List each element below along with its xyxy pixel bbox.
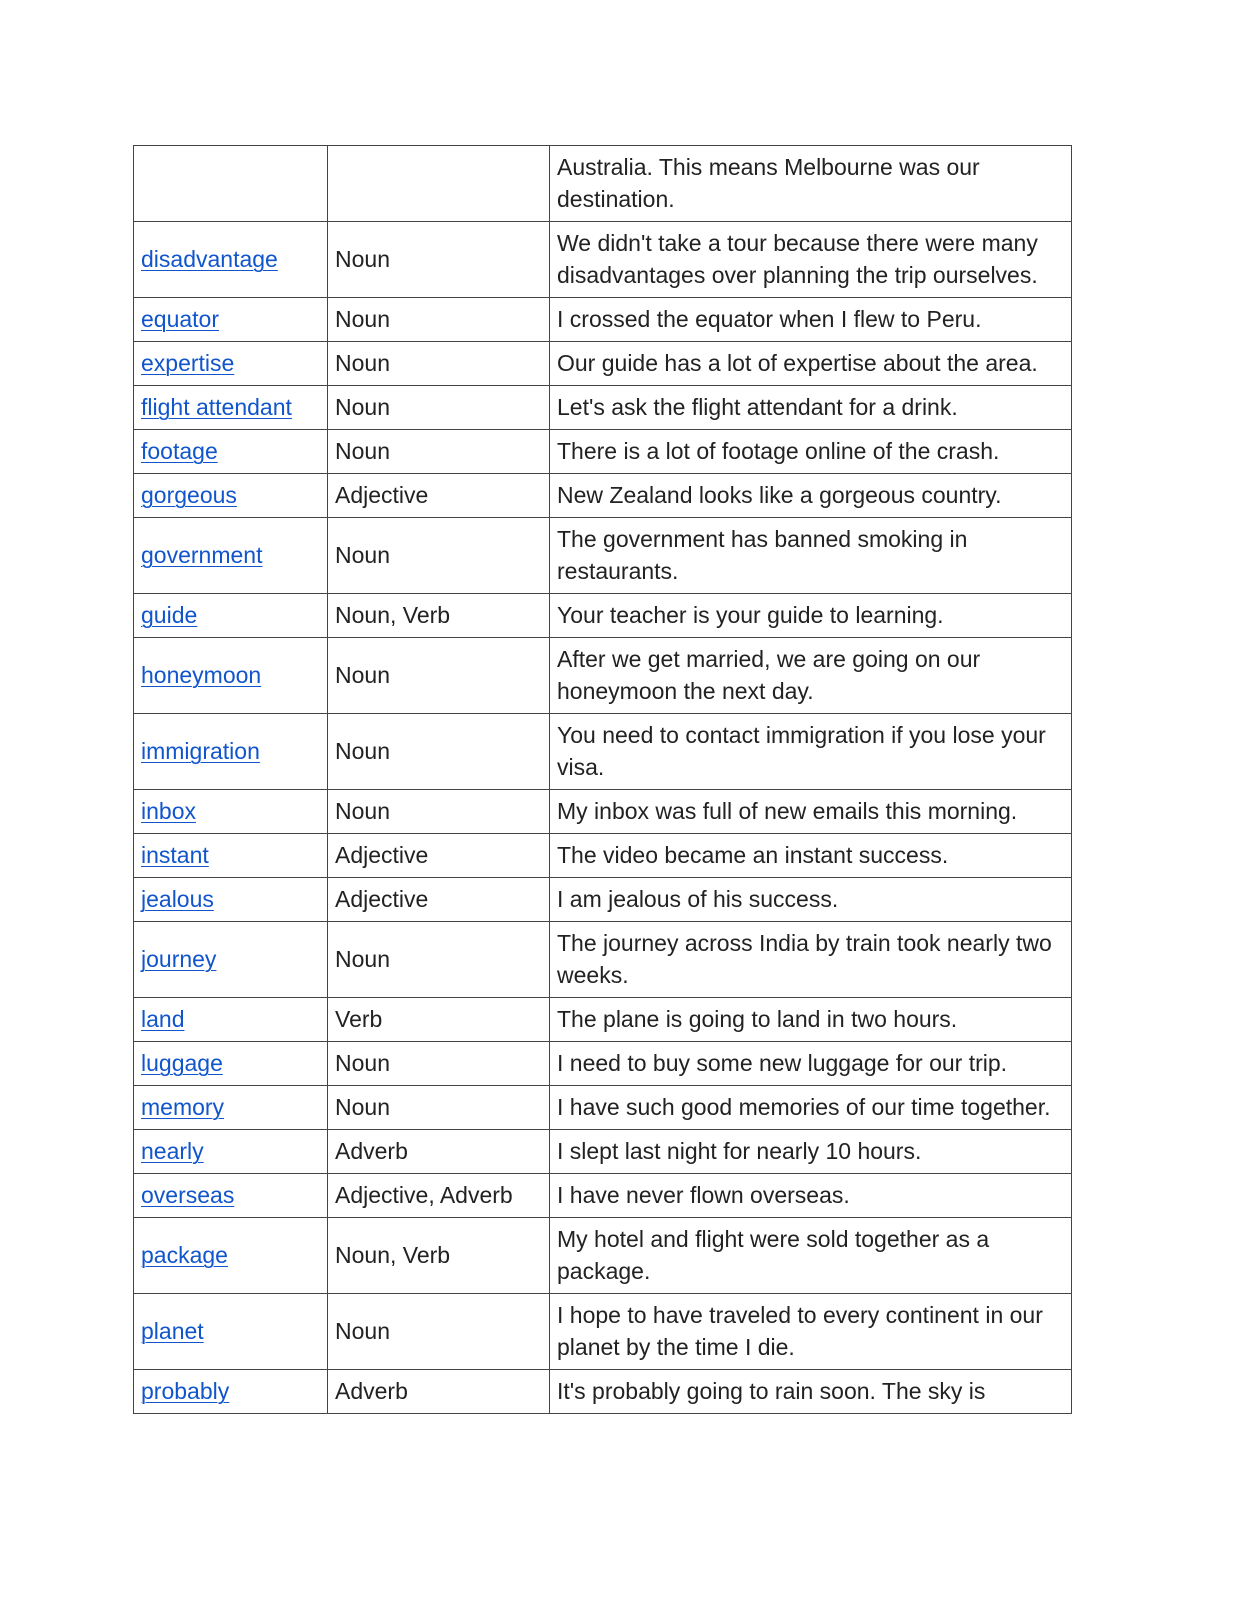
word-link[interactable]: gorgeous: [141, 482, 237, 508]
word-link[interactable]: memory: [141, 1094, 225, 1120]
part-of-speech-cell: Noun: [328, 430, 550, 474]
table-row: [134, 1294, 1072, 1370]
table-row: [134, 594, 1072, 638]
example-sentence-cell: You need to contact immigration if you lose your visa.: [550, 714, 1072, 790]
example-sentence-cell: The government has banned smoking in restaurants.: [550, 518, 1072, 594]
word-cell: [134, 146, 328, 222]
example-sentence-cell: I need to buy some new luggage for our trip.: [550, 1042, 1072, 1086]
word-cell: [134, 1294, 328, 1370]
table-row: [134, 790, 1072, 834]
part-of-speech-cell: Noun: [328, 638, 550, 714]
table-row: [134, 342, 1072, 386]
word-link[interactable]: probably: [141, 1378, 230, 1404]
example-sentence-cell: After we get married, we are going on our honeymoon the next day.: [550, 638, 1072, 714]
table-row: [134, 1086, 1072, 1130]
table-row: [134, 1370, 1072, 1414]
word-cell: [134, 594, 328, 638]
part-of-speech-cell: Adjective, Adverb: [328, 1174, 550, 1218]
word-cell: [134, 386, 328, 430]
word-link[interactable]: journey: [141, 946, 217, 972]
example-sentence-cell: I crossed the equator when I flew to Peru.: [550, 298, 1072, 342]
table-row: [134, 298, 1072, 342]
word-cell: [134, 922, 328, 998]
part-of-speech-cell: Noun: [328, 222, 550, 298]
part-of-speech-cell: Noun: [328, 298, 550, 342]
example-sentence-cell: There is a lot of footage online of the crash.: [550, 430, 1072, 474]
word-link[interactable]: land: [141, 1006, 185, 1032]
word-cell: [134, 298, 328, 342]
table-row: [134, 1218, 1072, 1294]
example-sentence-cell: We didn't take a tour because there were many disadvantages over planning the trip ourselves.: [550, 222, 1072, 298]
table-row: [134, 1174, 1072, 1218]
word-link[interactable]: disadvantage: [141, 246, 278, 272]
part-of-speech-cell: Noun: [328, 1086, 550, 1130]
word-cell: [134, 342, 328, 386]
word-link[interactable]: government: [141, 542, 263, 568]
example-sentence-cell: My hotel and flight were sold together as a package.: [550, 1218, 1072, 1294]
word-cell: [134, 1174, 328, 1218]
table-row: [134, 998, 1072, 1042]
table-row: [134, 474, 1072, 518]
word-link[interactable]: guide: [141, 602, 198, 628]
word-link[interactable]: overseas: [141, 1182, 235, 1208]
part-of-speech-cell: Adverb: [328, 1370, 550, 1414]
word-link[interactable]: luggage: [141, 1050, 223, 1076]
word-link[interactable]: instant: [141, 842, 209, 868]
word-cell: [134, 1130, 328, 1174]
part-of-speech-cell: Noun, Verb: [328, 1218, 550, 1294]
word-cell: [134, 1086, 328, 1130]
vocabulary-table-body: [134, 146, 1072, 1414]
part-of-speech-cell: Adjective: [328, 878, 550, 922]
example-sentence-cell: I have never flown overseas.: [550, 1174, 1072, 1218]
table-row: [134, 146, 1072, 222]
part-of-speech-cell: Verb: [328, 998, 550, 1042]
example-sentence-cell: The journey across India by train took nearly two weeks.: [550, 922, 1072, 998]
word-cell: [134, 1042, 328, 1086]
word-cell: [134, 714, 328, 790]
part-of-speech-cell: Noun: [328, 518, 550, 594]
table-row: [134, 386, 1072, 430]
example-sentence-cell: Australia. This means Melbourne was our destination.: [550, 146, 1072, 222]
example-sentence-cell: Let's ask the flight attendant for a drink.: [550, 386, 1072, 430]
example-sentence-cell: I slept last night for nearly 10 hours.: [550, 1130, 1072, 1174]
example-sentence-cell: I am jealous of his success.: [550, 878, 1072, 922]
table-row: [134, 430, 1072, 474]
example-sentence-cell: It's probably going to rain soon. The sky is: [550, 1370, 1072, 1414]
part-of-speech-cell: [328, 146, 550, 222]
table-row: [134, 638, 1072, 714]
word-cell: [134, 474, 328, 518]
word-link[interactable]: nearly: [141, 1138, 204, 1164]
part-of-speech-cell: Noun, Verb: [328, 594, 550, 638]
example-sentence-cell: The video became an instant success.: [550, 834, 1072, 878]
part-of-speech-cell: Adjective: [328, 834, 550, 878]
vocabulary-table: [133, 145, 1072, 1414]
example-sentence-cell: My inbox was full of new emails this morning.: [550, 790, 1072, 834]
part-of-speech-cell: Noun: [328, 342, 550, 386]
word-cell: [134, 222, 328, 298]
part-of-speech-cell: Noun: [328, 714, 550, 790]
example-sentence-cell: New Zealand looks like a gorgeous country.: [550, 474, 1072, 518]
table-row: [134, 1042, 1072, 1086]
word-link[interactable]: immigration: [141, 738, 260, 764]
part-of-speech-cell: Noun: [328, 1294, 550, 1370]
example-sentence-cell: I hope to have traveled to every continent in our planet by the time I die.: [550, 1294, 1072, 1370]
part-of-speech-cell: Adjective: [328, 474, 550, 518]
word-link[interactable]: jealous: [141, 886, 214, 912]
table-row: [134, 222, 1072, 298]
word-cell: [134, 518, 328, 594]
table-row: [134, 878, 1072, 922]
word-link[interactable]: planet: [141, 1318, 204, 1344]
part-of-speech-cell: Noun: [328, 790, 550, 834]
word-link[interactable]: equator: [141, 306, 220, 332]
example-sentence-cell: The plane is going to land in two hours.: [550, 998, 1072, 1042]
table-row: [134, 518, 1072, 594]
word-cell: [134, 834, 328, 878]
part-of-speech-cell: Adverb: [328, 1130, 550, 1174]
example-sentence-cell: I have such good memories of our time together.: [550, 1086, 1072, 1130]
table-row: [134, 714, 1072, 790]
word-link[interactable]: inbox: [141, 798, 196, 824]
table-row: [134, 922, 1072, 998]
word-link[interactable]: flight attendant: [141, 394, 292, 420]
word-cell: [134, 430, 328, 474]
part-of-speech-cell: Noun: [328, 386, 550, 430]
word-link[interactable]: footage: [141, 438, 218, 464]
part-of-speech-cell: Noun: [328, 1042, 550, 1086]
part-of-speech-cell: Noun: [328, 922, 550, 998]
word-cell: [134, 878, 328, 922]
example-sentence-cell: Our guide has a lot of expertise about the area.: [550, 342, 1072, 386]
table-row: [134, 1130, 1072, 1174]
example-sentence-cell: Your teacher is your guide to learning.: [550, 594, 1072, 638]
table-row: [134, 834, 1072, 878]
word-cell: [134, 790, 328, 834]
word-link[interactable]: package: [141, 1242, 228, 1268]
word-cell: [134, 638, 328, 714]
word-cell: [134, 1218, 328, 1294]
word-cell: [134, 998, 328, 1042]
word-link[interactable]: expertise: [141, 350, 235, 376]
word-link[interactable]: honeymoon: [141, 662, 262, 688]
word-cell: [134, 1370, 328, 1414]
